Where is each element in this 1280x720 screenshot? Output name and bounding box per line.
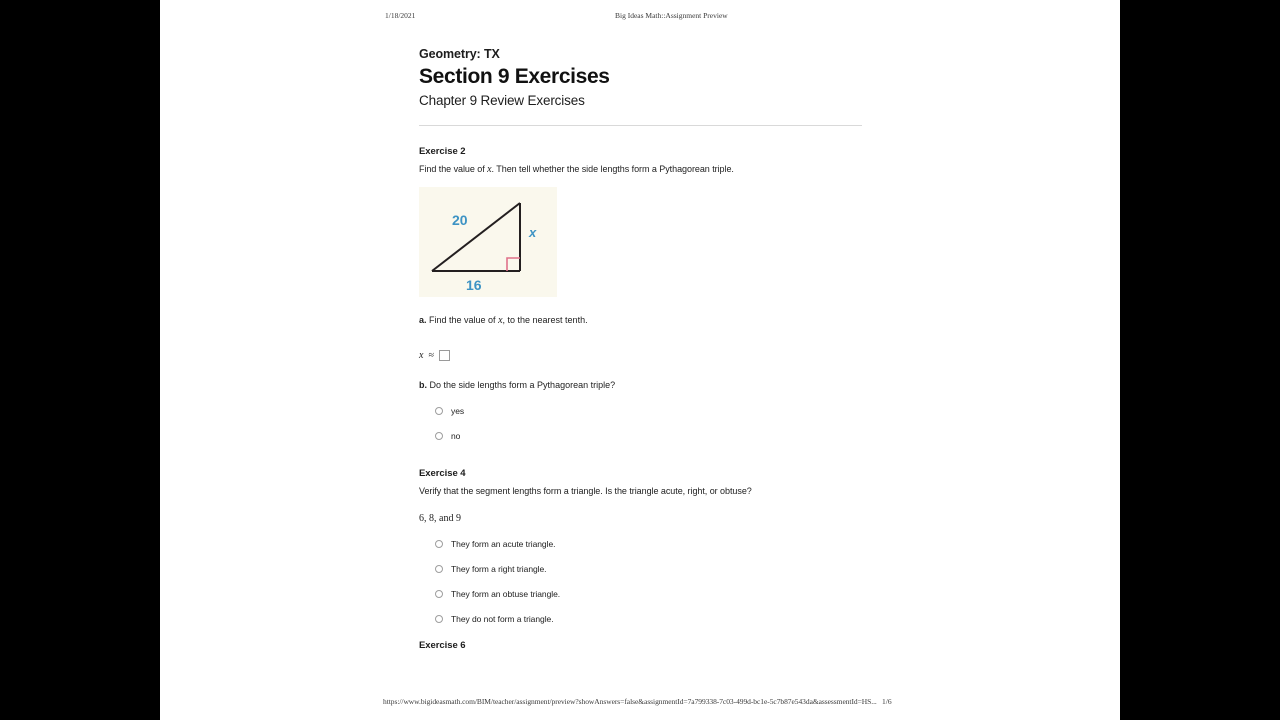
print-footer-url: https://www.bigideasmath.com/BIM/teacher/assignment/preview?showAnswers=false&assignmentId=7a799338-7c03-499d-bc1e-5c7b87e543da&assessmentId=HS...: [383, 697, 877, 706]
print-footer-page-number: 1/6: [882, 697, 892, 706]
option-label: They do not form a triangle.: [451, 613, 554, 624]
answer-input[interactable]: [439, 350, 450, 361]
vertical-leg-label: x: [529, 225, 537, 240]
right-triangle-figure: [419, 187, 557, 297]
part-a-variable: x: [498, 315, 503, 326]
hypotenuse-label: 20: [452, 212, 468, 228]
radio-button-icon[interactable]: [435, 407, 443, 415]
exercise-2-prompt-variable: x: [487, 164, 492, 175]
exercise-2: [419, 145, 869, 442]
option-label: no: [451, 430, 461, 441]
exercise-2-options: [419, 404, 869, 442]
part-a-text-1: Find the value of: [426, 315, 499, 325]
part-a-letter: a.: [419, 315, 427, 325]
exercise-2-part-a: [419, 314, 869, 327]
part-a-text-2: , to the nearest tenth.: [502, 315, 588, 325]
exercise-4-label: Exercise 4: [419, 468, 466, 479]
course-name: Geometry: TX: [419, 47, 500, 61]
radio-button-icon[interactable]: [435, 432, 443, 440]
document-body: [419, 46, 869, 657]
option-right-triangle[interactable]: [419, 562, 869, 575]
option-acute-triangle[interactable]: [419, 537, 869, 550]
print-footer: [160, 697, 1120, 709]
print-header-date: 1/18/2021: [385, 11, 416, 20]
print-header: [160, 11, 1120, 23]
radio-button-icon[interactable]: [435, 565, 443, 573]
base-label: 16: [466, 277, 482, 293]
exercise-2-answer-row: [419, 348, 869, 362]
exercise-6-label: Exercise 6: [419, 640, 466, 651]
option-not-a-triangle[interactable]: [419, 612, 869, 625]
exercise-2-prompt-part1: Find the value of: [419, 164, 488, 174]
chapter-subtitle: Chapter 9 Review Exercises: [419, 93, 585, 108]
title-divider: [419, 125, 862, 126]
exercise-4-segment-lengths: 6, 8, and 9: [419, 513, 461, 524]
radio-button-icon[interactable]: [435, 590, 443, 598]
option-label: They form an acute triangle.: [451, 538, 556, 549]
radio-button-icon[interactable]: [435, 540, 443, 548]
exercise-2-label: Exercise 2: [419, 146, 466, 157]
exercise-2-prompt-part2: . Then tell whether the side lengths form a Pythagorean triple.: [491, 164, 734, 174]
exercise-4: [419, 467, 869, 625]
option-obtuse-triangle[interactable]: [419, 587, 869, 600]
right-triangle-svg: [419, 187, 557, 297]
exercise-2-prompt: [419, 163, 869, 176]
exercise-2-part-b: [419, 379, 869, 392]
part-b-letter: b.: [419, 380, 427, 390]
option-yes[interactable]: [419, 404, 869, 417]
part-b-text: Do the side lengths form a Pythagorean triple?: [427, 380, 616, 390]
right-angle-marker-icon: [507, 258, 520, 271]
printed-page-sheet: [160, 0, 1120, 720]
print-header-title: Big Ideas Math::Assignment Preview: [615, 11, 728, 20]
option-label: They form an obtuse triangle.: [451, 588, 561, 599]
page-title: Section 9 Exercises: [419, 65, 610, 88]
option-no[interactable]: [419, 429, 869, 442]
exercise-4-options: [419, 537, 869, 625]
approx-equals-icon: ≈: [428, 349, 434, 361]
answer-variable: x: [419, 349, 424, 361]
exercise-6: [419, 639, 869, 652]
option-label: yes: [451, 405, 465, 416]
exercise-4-prompt: Verify that the segment lengths form a triangle. Is the triangle acute, right, or obtuse?: [419, 486, 752, 496]
radio-button-icon[interactable]: [435, 615, 443, 623]
option-label: They form a right triangle.: [451, 563, 547, 574]
